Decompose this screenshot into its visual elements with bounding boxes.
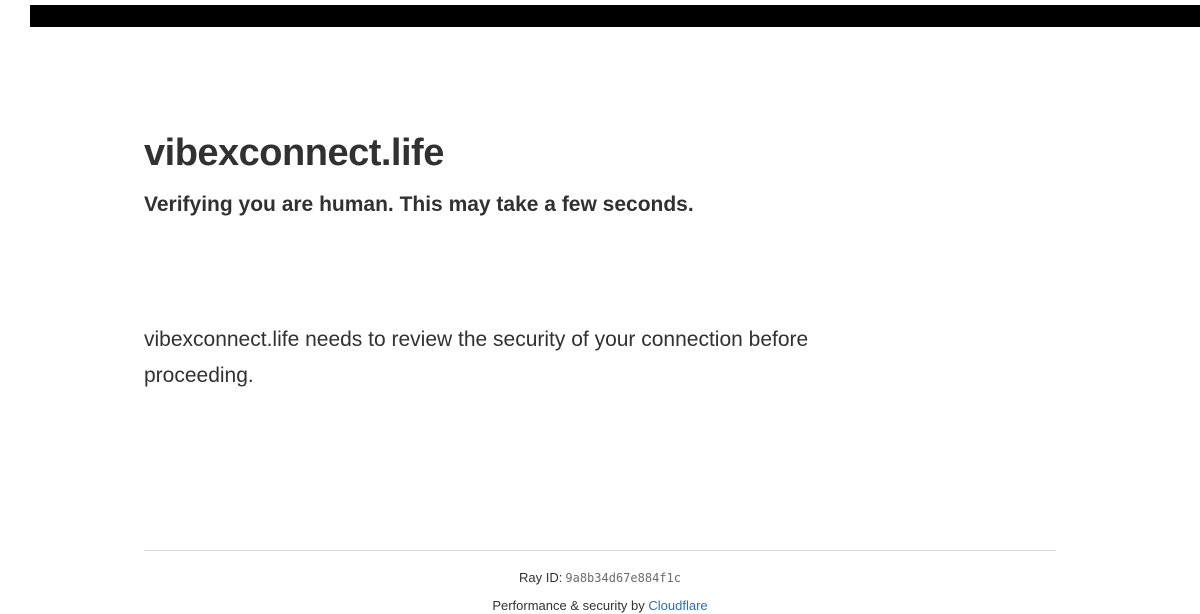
footer (144, 570, 1056, 614)
verification-message-line1: vibexconnect.life needs to review the security of your connection before (144, 328, 809, 351)
domain-heading: vibexconnect.life (144, 132, 444, 174)
verification-message (144, 322, 1056, 394)
top-bar (30, 5, 1200, 27)
ray-id-value: 9a8b34d67e884f1c (565, 571, 681, 585)
ray-id-line (144, 570, 1056, 586)
performance-line (144, 598, 1056, 614)
ray-id-label: Ray ID: (519, 570, 563, 585)
performance-text: Performance & security by (492, 598, 645, 613)
challenge-widget-area (144, 218, 1056, 322)
cloudflare-link[interactable]: Cloudflare (648, 598, 708, 613)
main-content (144, 0, 1056, 614)
verification-status-heading: Verifying you are human. This may take a few seconds. (144, 193, 694, 216)
verification-message-line2: proceeding. (144, 364, 254, 387)
footer-divider (144, 550, 1056, 551)
